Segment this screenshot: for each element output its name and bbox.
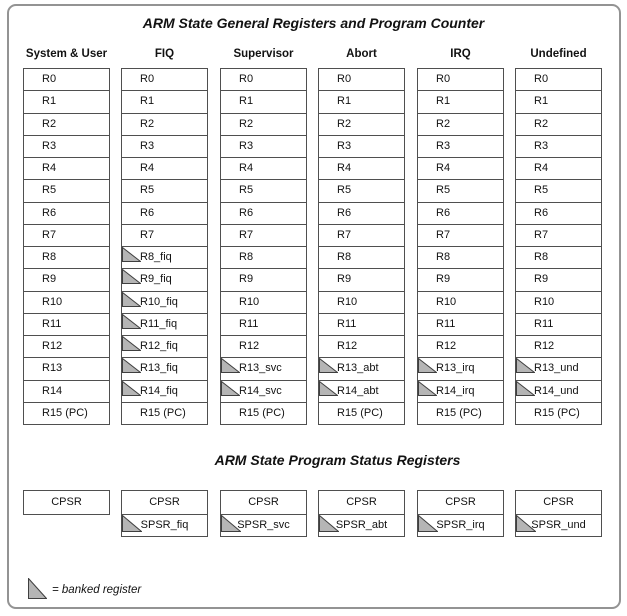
register-cell [122, 357, 207, 379]
register-label: R15 (PC) [534, 406, 580, 419]
register-label: R15 (PC) [42, 406, 88, 419]
register-cell [516, 224, 601, 246]
psr-cell [221, 491, 306, 514]
register-cell [24, 135, 109, 157]
register-cell [122, 246, 207, 268]
banked-triangle-icon [122, 515, 142, 532]
register-label: R13_und [534, 362, 579, 375]
register-cell [418, 224, 503, 246]
register-label: R2 [534, 117, 549, 130]
register-cell [24, 357, 109, 379]
banked-triangle-icon [122, 336, 141, 351]
register-label: R10 [534, 295, 555, 308]
register-cell [122, 90, 207, 112]
register-label: R9 [436, 273, 451, 286]
column-header-irq: IRQ [450, 48, 471, 60]
register-cell [319, 90, 404, 112]
register-label: R0 [239, 73, 254, 86]
banked-triangle-icon [122, 269, 141, 284]
register-cell [418, 113, 503, 135]
register-cell [221, 380, 306, 402]
register-bank-supervisor [220, 68, 307, 425]
register-label: R11 [534, 317, 554, 330]
register-label: R11_fiq [140, 317, 178, 330]
register-label: R7 [239, 228, 254, 241]
register-cell [418, 268, 503, 290]
register-label: R6 [140, 206, 155, 219]
register-cell [319, 380, 404, 402]
register-bank-abort [318, 68, 405, 425]
register-label: R4 [337, 162, 352, 175]
register-label: R8 [436, 251, 451, 264]
register-label: R6 [534, 206, 549, 219]
register-label: R5 [337, 184, 352, 197]
register-cell [418, 357, 503, 379]
psr-label: CPSR [248, 495, 279, 508]
register-label: R3 [337, 139, 352, 152]
register-cell [221, 357, 306, 379]
register-cell [24, 313, 109, 335]
register-cell [516, 246, 601, 268]
register-label: R12 [534, 340, 555, 353]
register-label: R11 [239, 317, 259, 330]
psr-label: SPSR_fiq [140, 518, 189, 531]
psr-label: CPSR [543, 495, 574, 508]
legend [28, 577, 248, 601]
banked-triangle-icon [221, 515, 241, 532]
register-cell [319, 179, 404, 201]
register-cell [516, 268, 601, 290]
register-cell [516, 202, 601, 224]
register-cell [221, 291, 306, 313]
register-label: R1 [140, 95, 155, 108]
register-label: R7 [534, 228, 549, 241]
register-label: R5 [534, 184, 549, 197]
register-cell [516, 157, 601, 179]
register-label: R8 [239, 251, 254, 264]
psr-bank-abort [318, 490, 405, 537]
register-label: R2 [239, 117, 254, 130]
register-label: R11 [436, 317, 456, 330]
psr-bank-supervisor [220, 490, 307, 537]
banked-triangle-icon [516, 381, 535, 396]
register-cell [418, 335, 503, 357]
register-cell [24, 224, 109, 246]
register-cell [516, 69, 601, 90]
column-header-system-user: System & User [25, 48, 108, 60]
register-cell [24, 246, 109, 268]
register-label: R5 [436, 184, 451, 197]
psr-label: CPSR [346, 495, 377, 508]
psr-bank-fiq [121, 490, 208, 537]
register-cell [418, 157, 503, 179]
register-cell [122, 157, 207, 179]
register-label: R4 [534, 162, 549, 175]
column-header-undefined: Undefined [530, 48, 587, 60]
register-cell [221, 313, 306, 335]
register-cell [24, 380, 109, 402]
register-cell [319, 69, 404, 90]
register-label: R7 [42, 228, 57, 241]
register-label: R12 [337, 340, 358, 353]
register-cell [122, 335, 207, 357]
register-label: R15 (PC) [337, 406, 383, 419]
register-cell [122, 202, 207, 224]
register-cell [24, 69, 109, 90]
column-header-fiq: FIQ [154, 48, 175, 60]
register-cell [122, 69, 207, 90]
register-cell [516, 291, 601, 313]
register-label: R9 [239, 273, 254, 286]
register-cell [319, 224, 404, 246]
register-label: R13_svc [239, 362, 282, 375]
register-label: R13_abt [337, 362, 379, 375]
register-label: R1 [239, 95, 254, 108]
register-cell [319, 202, 404, 224]
banked-triangle-icon [122, 314, 141, 329]
psr-label: CPSR [445, 495, 476, 508]
register-label: R11 [337, 317, 357, 330]
psr-cell [418, 491, 503, 514]
column-header-supervisor: Supervisor [233, 48, 294, 60]
psr-cell [516, 514, 601, 537]
register-label: R3 [534, 139, 549, 152]
register-label: R14_und [534, 384, 579, 397]
register-cell [418, 90, 503, 112]
register-label: R7 [436, 228, 451, 241]
register-cell [516, 313, 601, 335]
register-cell [24, 179, 109, 201]
register-label: R7 [140, 228, 155, 241]
banked-triangle-icon [418, 358, 437, 373]
register-cell [516, 357, 601, 379]
register-label: R9 [42, 273, 57, 286]
register-label: R0 [337, 73, 352, 86]
register-cell [516, 135, 601, 157]
register-cell [221, 90, 306, 112]
psr-cell [319, 491, 404, 514]
register-cell [221, 69, 306, 90]
register-cell [319, 291, 404, 313]
register-label: R5 [140, 184, 155, 197]
banked-triangle-icon [319, 358, 338, 373]
psr-cell [24, 491, 109, 514]
register-label: R8 [534, 251, 549, 264]
psr-cell [122, 514, 207, 537]
register-label: R1 [436, 95, 451, 108]
banked-triangle-icon [516, 515, 536, 532]
register-cell [221, 268, 306, 290]
register-label: R13_fiq [140, 362, 178, 375]
register-cell [516, 402, 601, 424]
register-label: R6 [42, 206, 57, 219]
register-cell [516, 113, 601, 135]
register-label: R0 [140, 73, 155, 86]
legend-label: = banked register [52, 584, 142, 596]
register-label: R8 [42, 251, 57, 264]
program-status-registers-title: ARM State Program Status Registers [214, 452, 461, 468]
register-cell [122, 313, 207, 335]
psr-cell [418, 514, 503, 537]
psr-label: SPSR_irq [436, 518, 485, 531]
register-cell [319, 268, 404, 290]
register-cell [418, 291, 503, 313]
psr-label: CPSR [149, 495, 180, 508]
register-label: R13 [42, 362, 63, 375]
register-cell [221, 224, 306, 246]
register-cell [516, 179, 601, 201]
register-cell [24, 90, 109, 112]
register-cell [319, 335, 404, 357]
register-label: R5 [42, 184, 57, 197]
register-cell [221, 135, 306, 157]
register-label: R9 [534, 273, 549, 286]
register-label: R3 [42, 139, 57, 152]
psr-bank-system-user [23, 490, 110, 515]
banked-triangle-icon [122, 247, 141, 262]
register-label: R0 [534, 73, 549, 86]
register-cell [319, 135, 404, 157]
register-label: R7 [337, 228, 352, 241]
register-label: R12_fiq [140, 340, 178, 353]
register-cell [319, 157, 404, 179]
banked-triangle-icon [122, 358, 141, 373]
register-cell [122, 224, 207, 246]
register-cell [24, 335, 109, 357]
register-cell [24, 113, 109, 135]
register-label: R4 [239, 162, 254, 175]
psr-label: SPSR_svc [237, 518, 290, 531]
register-label: R11 [42, 317, 62, 330]
register-cell [221, 179, 306, 201]
register-label: R4 [140, 162, 155, 175]
register-label: R14_fiq [140, 384, 178, 397]
register-label: R12 [42, 340, 63, 353]
banked-triangle-icon [221, 358, 240, 373]
banked-triangle-icon [221, 381, 240, 396]
register-label: R13_irq [436, 362, 475, 375]
register-cell [24, 268, 109, 290]
register-label: R1 [337, 95, 352, 108]
psr-label: SPSR_abt [335, 518, 388, 531]
register-cell [221, 202, 306, 224]
psr-bank-irq [417, 490, 504, 537]
register-cell [418, 202, 503, 224]
register-label: R4 [436, 162, 451, 175]
register-cell [122, 179, 207, 201]
register-label: R10 [42, 295, 63, 308]
register-cell [418, 69, 503, 90]
psr-cell [221, 514, 306, 537]
register-label: R10 [239, 295, 260, 308]
register-label: R2 [140, 117, 155, 130]
register-label: R8 [337, 251, 352, 264]
general-registers-title: ARM State General Registers and Program Counter [142, 15, 485, 31]
register-cell [516, 380, 601, 402]
register-bank-system-user [23, 68, 110, 425]
register-cell [24, 202, 109, 224]
register-label: R10 [337, 295, 358, 308]
psr-cell [122, 491, 207, 514]
register-cell [319, 402, 404, 424]
register-cell [418, 179, 503, 201]
register-label: R5 [239, 184, 254, 197]
register-cell [319, 246, 404, 268]
register-cell [122, 135, 207, 157]
psr-label: CPSR [51, 495, 82, 508]
register-label: R10 [436, 295, 457, 308]
register-bank-undefined [515, 68, 602, 425]
banked-triangle-icon [516, 358, 535, 373]
register-label: R15 (PC) [436, 406, 482, 419]
register-label: R3 [239, 139, 254, 152]
register-cell [122, 113, 207, 135]
register-cell [418, 380, 503, 402]
register-cell [122, 402, 207, 424]
register-label: R12 [239, 340, 260, 353]
register-cell [319, 113, 404, 135]
register-label: R10_fiq [140, 295, 178, 308]
register-label: R14_irq [436, 384, 475, 397]
psr-cell [516, 491, 601, 514]
register-cell [221, 113, 306, 135]
register-cell [418, 246, 503, 268]
register-label: R1 [42, 95, 57, 108]
register-cell [516, 335, 601, 357]
register-cell [418, 402, 503, 424]
register-cell [24, 291, 109, 313]
register-label: R15 (PC) [239, 406, 285, 419]
register-cell [319, 357, 404, 379]
register-label: R6 [239, 206, 254, 219]
psr-label: SPSR_und [531, 518, 586, 531]
banked-register-icon [28, 578, 47, 599]
register-label: R0 [42, 73, 57, 86]
register-cell [24, 402, 109, 424]
register-label: R14 [42, 384, 63, 397]
psr-bank-undefined [515, 490, 602, 537]
register-label: R4 [42, 162, 57, 175]
register-label: R8_fiq [140, 251, 172, 264]
register-label: R9 [337, 273, 352, 286]
register-cell [418, 313, 503, 335]
register-label: R2 [436, 117, 451, 130]
register-label: R1 [534, 95, 549, 108]
register-label: R2 [337, 117, 352, 130]
register-cell [516, 90, 601, 112]
register-bank-irq [417, 68, 504, 425]
banked-triangle-icon [122, 292, 141, 307]
register-label: R15 (PC) [140, 406, 186, 419]
register-cell [122, 268, 207, 290]
register-bank-fiq [121, 68, 208, 425]
banked-triangle-icon [319, 515, 339, 532]
register-cell [122, 380, 207, 402]
register-label: R3 [140, 139, 155, 152]
register-label: R12 [436, 340, 457, 353]
register-cell [221, 246, 306, 268]
banked-triangle-icon [418, 381, 437, 396]
register-label: R9_fiq [140, 273, 172, 286]
register-cell [221, 335, 306, 357]
banked-triangle-icon [418, 515, 438, 532]
register-label: R0 [436, 73, 451, 86]
register-label: R3 [436, 139, 451, 152]
banked-triangle-icon [319, 381, 338, 396]
register-label: R2 [42, 117, 57, 130]
banked-triangle-icon [122, 381, 141, 396]
register-label: R14_abt [337, 384, 379, 397]
register-cell [418, 135, 503, 157]
register-cell [319, 313, 404, 335]
register-label: R6 [337, 206, 352, 219]
register-label: R14_svc [239, 384, 282, 397]
register-cell [221, 402, 306, 424]
psr-cell [319, 514, 404, 537]
register-cell [24, 157, 109, 179]
column-header-abort: Abort [346, 48, 377, 60]
register-cell [221, 157, 306, 179]
register-cell [122, 291, 207, 313]
register-label: R6 [436, 206, 451, 219]
